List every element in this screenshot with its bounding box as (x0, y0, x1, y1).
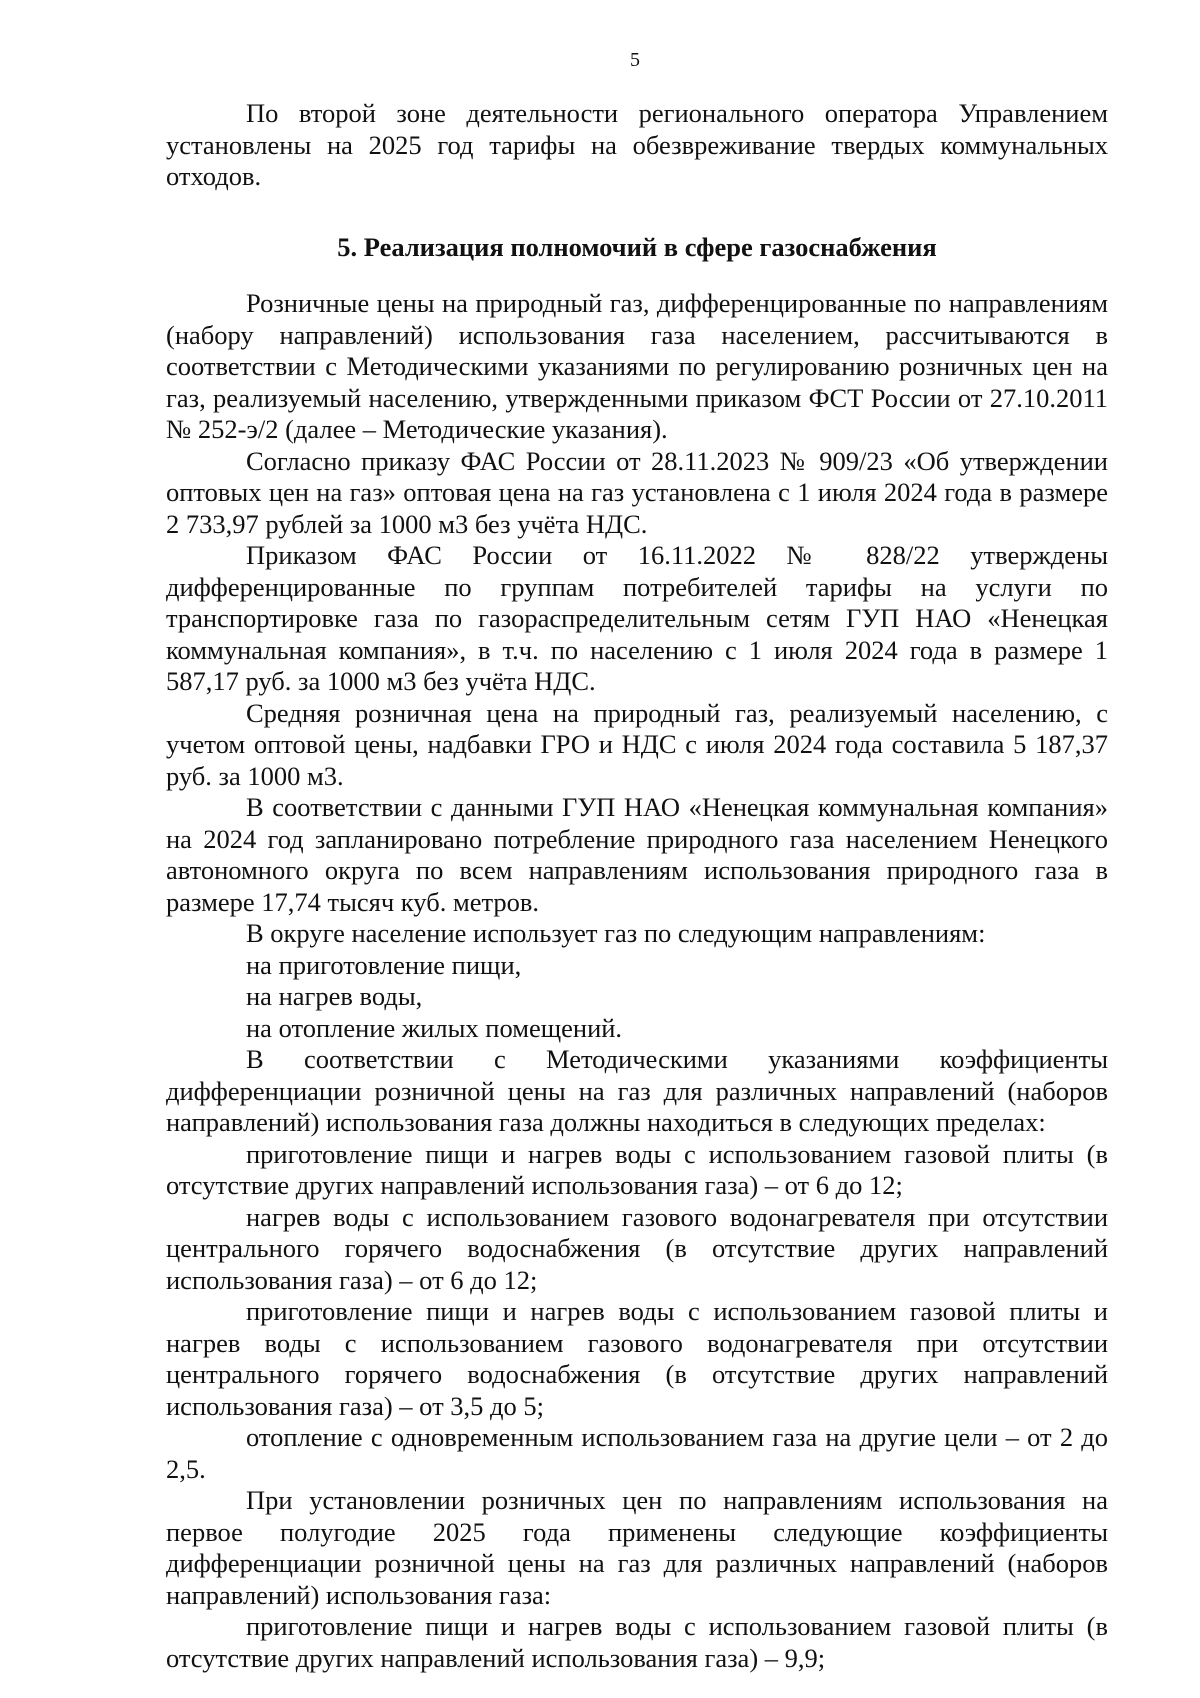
paragraph-applied-intro: При установлении розничных цен по направлениям использования на первое полугодие 2025 года применены следующие коэффициенты дифференциации розничной цены на газ для различных направлений (наборов направлений) использования газа: (166, 1485, 1108, 1610)
paragraph-wholesale-price: Согласно приказу ФАС России от 28.11.2023 № 909/23 «Об утверждении оптовых цен на газ» оптовая цена на газ установлена с 1 июля 2024 года в размере 2 733,97 рублей за 1000 м3 без учёта НДС. (166, 445, 1108, 539)
list-item-direction: на нагрев воды, (246, 981, 423, 1011)
paragraph-transport-tariffs: Приказом ФАС России от 16.11.2022 № 828/22 утверждены дифференцированные по группам потребителей тарифы на услуги по транспортировке газа по газораспределительным сетям ГУП НАО «Ненецкая коммунальная компания», в т.ч. по населению с 1 июля 2024 года в размере 1 587,17 руб. за 1000 м3 без учёта НДС. (166, 540, 1108, 696)
paragraph-retail-prices: Розничные цены на природный газ, дифференцированные по направлениям (набору направлений) использования газа населением, рассчитываются в соответствии с Методическими указаниями по регулированию розничных цен на газ, реализуемый населению, утвержденными приказом ФСТ России от 27.10.2011 № 252-э/2 (далее – Методические указания). (166, 288, 1108, 444)
document-body (166, 98, 1108, 1674)
list-item-limit: нагрев воды с использованием газового водонагревателя при отсутствии центрального горячего водоснабжения (в отсутствие других направлений использования газа) – от 6 до 12; (166, 1201, 1108, 1295)
paragraph-waste-tariffs: По второй зоне деятельности регионального оператора Управлением установлены на 2025 год тарифы на обезвреживание твердых коммунальных отходов. (166, 98, 1108, 191)
list-item-limit: отопление с одновременным использованием газа на другие цели – от 2 до 2,5. (166, 1422, 1108, 1484)
list-item-applied: приготовление пищи и нагрев воды с использованием газовой плиты (в отсутствие других направлений использования газа) – 9,9; (166, 1611, 1108, 1673)
section-heading: 5. Реализация полномочий в сфере газоснабжения (337, 231, 937, 262)
paragraph-consumption: В соответствии с данными ГУП НАО «Ненецкая коммунальная компания» на 2024 год запланировано потребление природного газа населением Ненецкого автономного округа по всем направлениям использования природного газа в размере 17,74 тысяч куб. метров. (166, 792, 1108, 917)
paragraph-average-price: Средняя розничная цена на природный газ, реализуемый населению, с учетом оптовой цены, надбавки ГРО и НДС с июля 2024 года составила 5 187,37 руб. за 1000 м3. (166, 697, 1108, 791)
list-item-limit: приготовление пищи и нагрев воды с использованием газовой плиты и нагрев воды с использованием газового водонагревателя при отсутствии центрального горячего водоснабжения (в отсутствие других направлений использования газа) – от 3,5 до 5; (166, 1296, 1108, 1421)
list-item-direction: на приготовление пищи, (246, 949, 522, 980)
paragraph-coefficients-intro: В соответствии с Методическими указаниями коэффициенты дифференциации розничной цены на газ для различных направлений (наборов направлений) использования газа должны находиться в следующих пределах: (166, 1044, 1108, 1137)
list-item-direction: на отопление жилых помещений. (246, 1012, 623, 1043)
paragraph-directions-intro: В округе население использует газ по следующим направлениям: (246, 918, 986, 948)
list-item-limit: приготовление пищи и нагрев воды с использованием газовой плиты (в отсутствие других направлений использования газа) – от 6 до 12; (166, 1138, 1108, 1200)
page-number: 5 (630, 49, 640, 71)
